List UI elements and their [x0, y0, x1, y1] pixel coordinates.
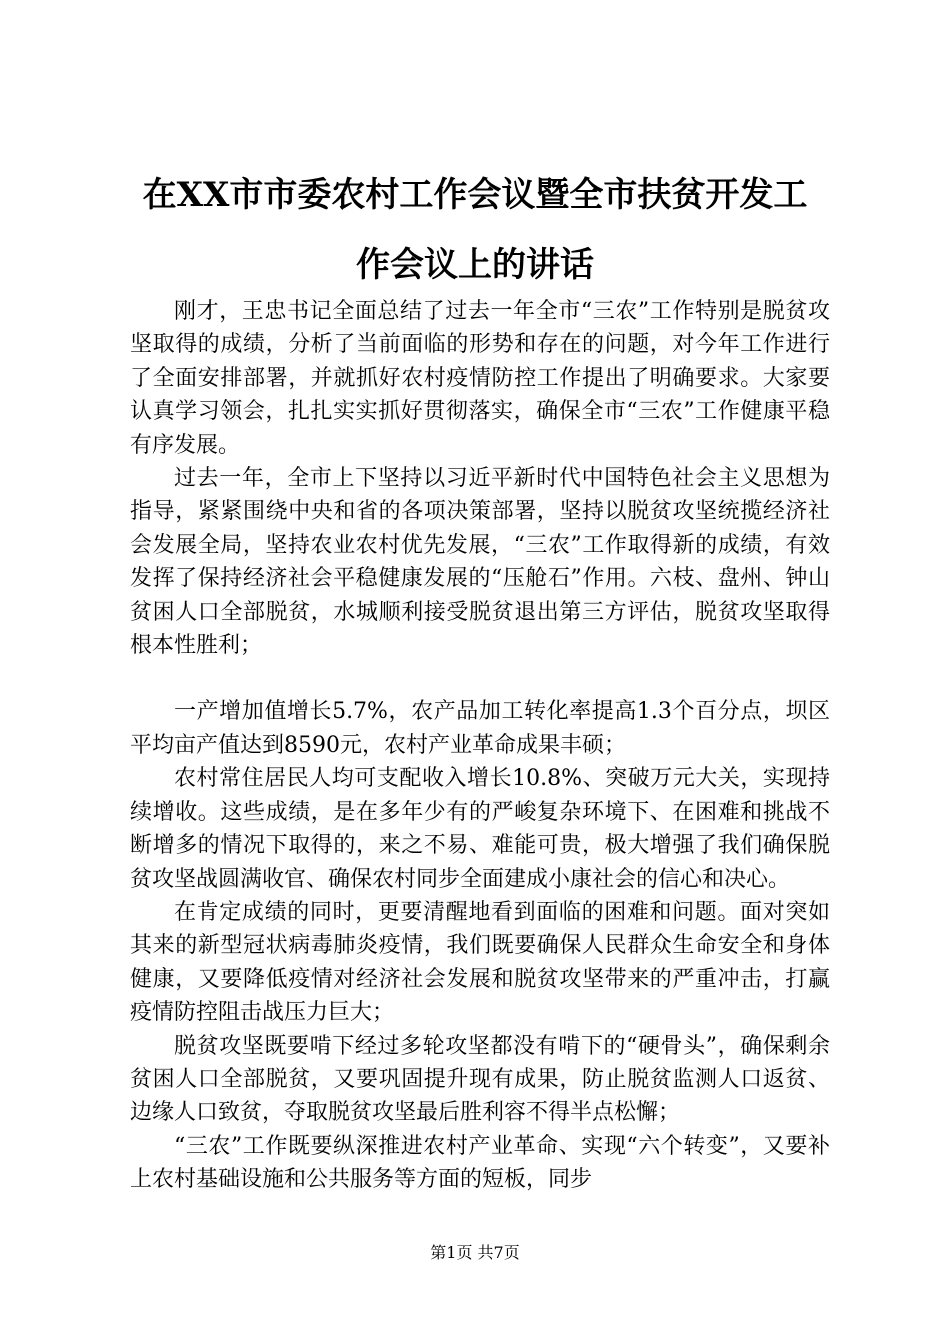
paragraph: 在肯定成绩的同时，更要清醒地看到面临的困难和问题。面对突如其来的新型冠状病毒肺炎疫情，我们既要确保人民群众生命安全和身体健康，又要降低疫情对经济社会发展和脱贫攻坚带来的严重冲击，打赢疫情防控阻击战压力巨大； — [130, 899, 830, 1026]
paragraph: 刚才，王忠书记全面总结了过去一年全市“三农”工作特别是脱贫攻坚取得的成绩，分析了当前面临的形势和存在的问题，对今年工作进行了全面安排部署，并就抓好农村疫情防控工作提出了明确要求。大家要认真学习领会，扎扎实实抓好贯彻落实，确保全市“三农”工作健康平稳有序发展。 — [130, 299, 830, 458]
paragraph: 农村常住居民人均可支配收入增长10.8%、突破万元大关，实现持续增收。这些成绩，是在多年少有的严峻复杂环境下、在困难和挑战不断增多的情况下取得的，来之不易、难能可贵，极大增强了我们确保脱贫攻坚战圆满收官、确保农村同步全面建成小康社会的信心和决心。 — [130, 766, 830, 892]
title-line-1: 在XX市市委农村工作会议暨全市扶贫开发工 — [142, 175, 808, 215]
title-line-2: 作会议上的讲话 — [356, 245, 594, 285]
document-body — [130, 295, 830, 1197]
paragraph: 脱贫攻坚既要啃下经过多轮攻坚都没有啃下的“硬骨头”，确保剩余贫困人口全部脱贫，又要巩固提升现有成果，防止脱贫监测人口返贫、边缘人口致贫，夺取脱贫攻坚最后胜利容不得半点松懈； — [130, 1033, 830, 1126]
paragraph: “三农”工作既要纵深推进农村产业革命、实现“六个转变”，又要补上农村基础设施和公共服务等方面的短板，同步 — [130, 1133, 830, 1193]
paragraph: 过去一年，全市上下坚持以习近平新时代中国特色社会主义思想为指导，紧紧围绕中央和省的各项决策部署，坚持以脱贫攻坚统揽经济社会发展全局，坚持农业农村优先发展，“三农”工作取得新的成绩，有效发挥了保持经济社会平稳健康发展的“压舱石”作用。六枝、盘州、钟山贫困人口全部脱贫，水城顺利接受脱贫退出第三方评估，脱贫攻坚取得根本性胜利； — [130, 466, 830, 659]
document-title — [100, 160, 850, 300]
page-footer: 第1页 共7页 — [430, 1243, 520, 1262]
paragraph: 一产增加值增长5.7%，农产品加工转化率提高1.3个百分点，坝区平均亩产值达到8590元，农村产业革命成果丰硕； — [130, 699, 830, 758]
